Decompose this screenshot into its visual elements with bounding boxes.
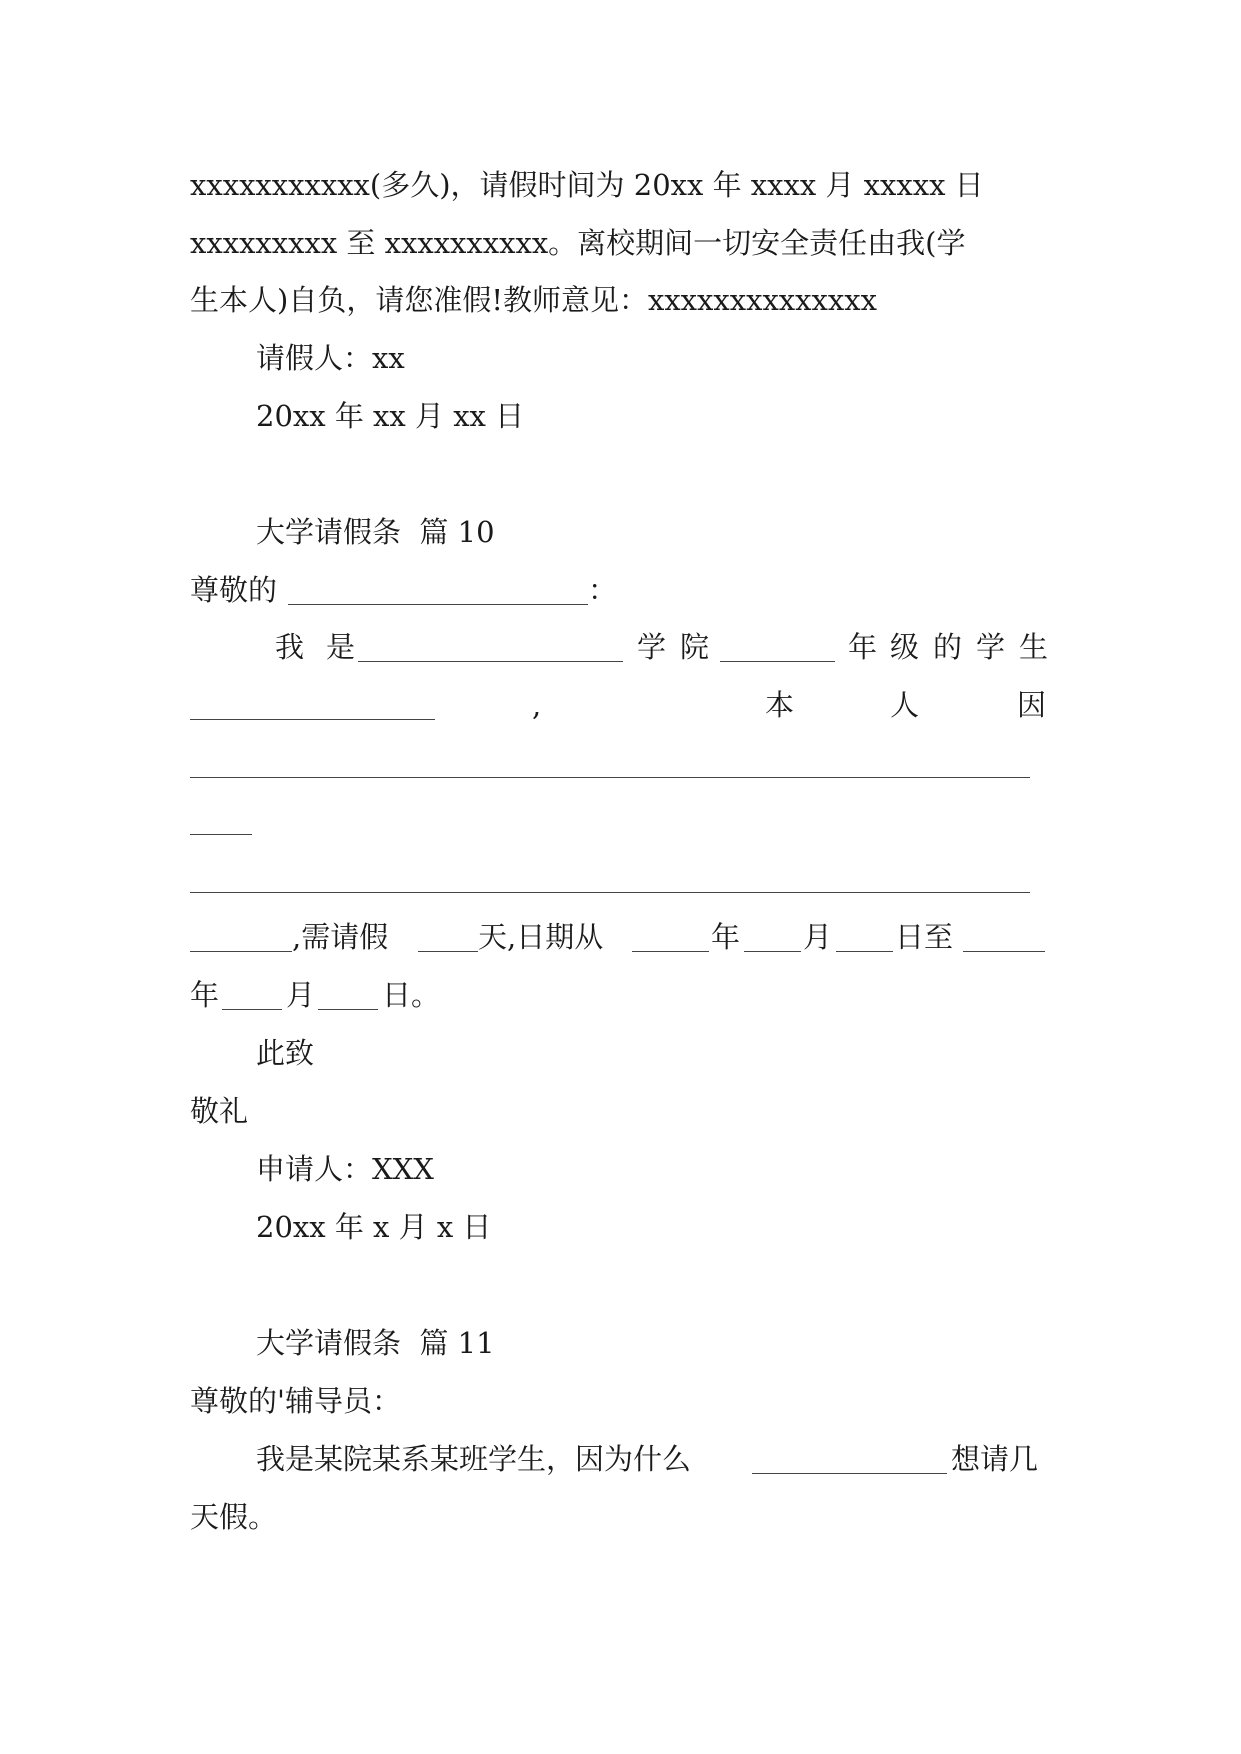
word: 生 bbox=[1019, 630, 1049, 664]
section-title: 大学请假条 篇 10 bbox=[256, 515, 495, 549]
section-title: 大学请假条 篇 11 bbox=[256, 1326, 495, 1360]
salutation-colon: ： bbox=[588, 573, 618, 607]
word: , bbox=[532, 688, 542, 722]
blank-line bbox=[190, 892, 1030, 893]
word: 月 bbox=[286, 978, 316, 1012]
blank-line bbox=[358, 661, 623, 662]
blank-line bbox=[752, 1473, 947, 1474]
salutation-text: 尊敬的 bbox=[190, 573, 278, 607]
word: 天,日期从 bbox=[478, 920, 604, 954]
blank-line bbox=[836, 951, 893, 952]
word: 是 bbox=[326, 630, 356, 664]
paragraph-line: 天假。 bbox=[190, 1500, 278, 1534]
blank-line bbox=[720, 661, 835, 662]
requester-line: 请假人：xx bbox=[256, 341, 405, 375]
closing-line: 此致 bbox=[256, 1036, 315, 1070]
word: 年 bbox=[711, 920, 741, 954]
blank-line bbox=[418, 951, 478, 952]
closing-line: 敬礼 bbox=[190, 1094, 249, 1128]
word: 我 bbox=[275, 630, 305, 664]
blank-line bbox=[318, 1009, 378, 1010]
blank-line bbox=[288, 604, 588, 605]
salutation-text: 尊敬的'辅导员： bbox=[190, 1384, 401, 1418]
blank-line bbox=[632, 951, 709, 952]
applicant-line: 申请人：XXX bbox=[256, 1152, 434, 1186]
date-line: 20xx 年 x 月 x 日 bbox=[256, 1210, 492, 1244]
word: 日。 bbox=[382, 978, 441, 1012]
blank-line bbox=[222, 1009, 282, 1010]
word: ,需请假 bbox=[292, 920, 389, 954]
word: 月 bbox=[803, 920, 833, 954]
date-line: 20xx 年 xx 月 xx 日 bbox=[256, 399, 525, 433]
paragraph-line: 想请几 bbox=[951, 1442, 1039, 1476]
blank-line bbox=[190, 951, 292, 952]
word: 级 bbox=[890, 630, 920, 664]
blank-line bbox=[744, 951, 801, 952]
word: 日至 bbox=[895, 920, 954, 954]
word: 院 bbox=[680, 630, 710, 664]
blank-line bbox=[963, 951, 1045, 952]
word: 的 bbox=[933, 630, 963, 664]
paragraph-line: xxxxxxxxxxx(多久)，请假时间为 20xx 年 xxxx 月 xxxxx 日 bbox=[190, 168, 984, 202]
blank-line bbox=[190, 719, 435, 720]
word: 年 bbox=[190, 978, 220, 1012]
word: 本 bbox=[765, 688, 795, 722]
word: 学 bbox=[976, 630, 1006, 664]
word: 年 bbox=[848, 630, 878, 664]
word: 学 bbox=[637, 630, 667, 664]
word: 因 bbox=[1017, 688, 1047, 722]
blank-line bbox=[190, 777, 1030, 778]
blank-line bbox=[190, 834, 252, 835]
paragraph-line: 生本人)自负，请您准假!教师意见：xxxxxxxxxxxxxx bbox=[190, 283, 877, 317]
paragraph-line: xxxxxxxxx 至 xxxxxxxxxx。离校期间一切安全责任由我(学 bbox=[190, 226, 966, 260]
paragraph-line: 我是某院某系某班学生，因为什么 bbox=[256, 1442, 692, 1476]
word: 人 bbox=[890, 688, 920, 722]
